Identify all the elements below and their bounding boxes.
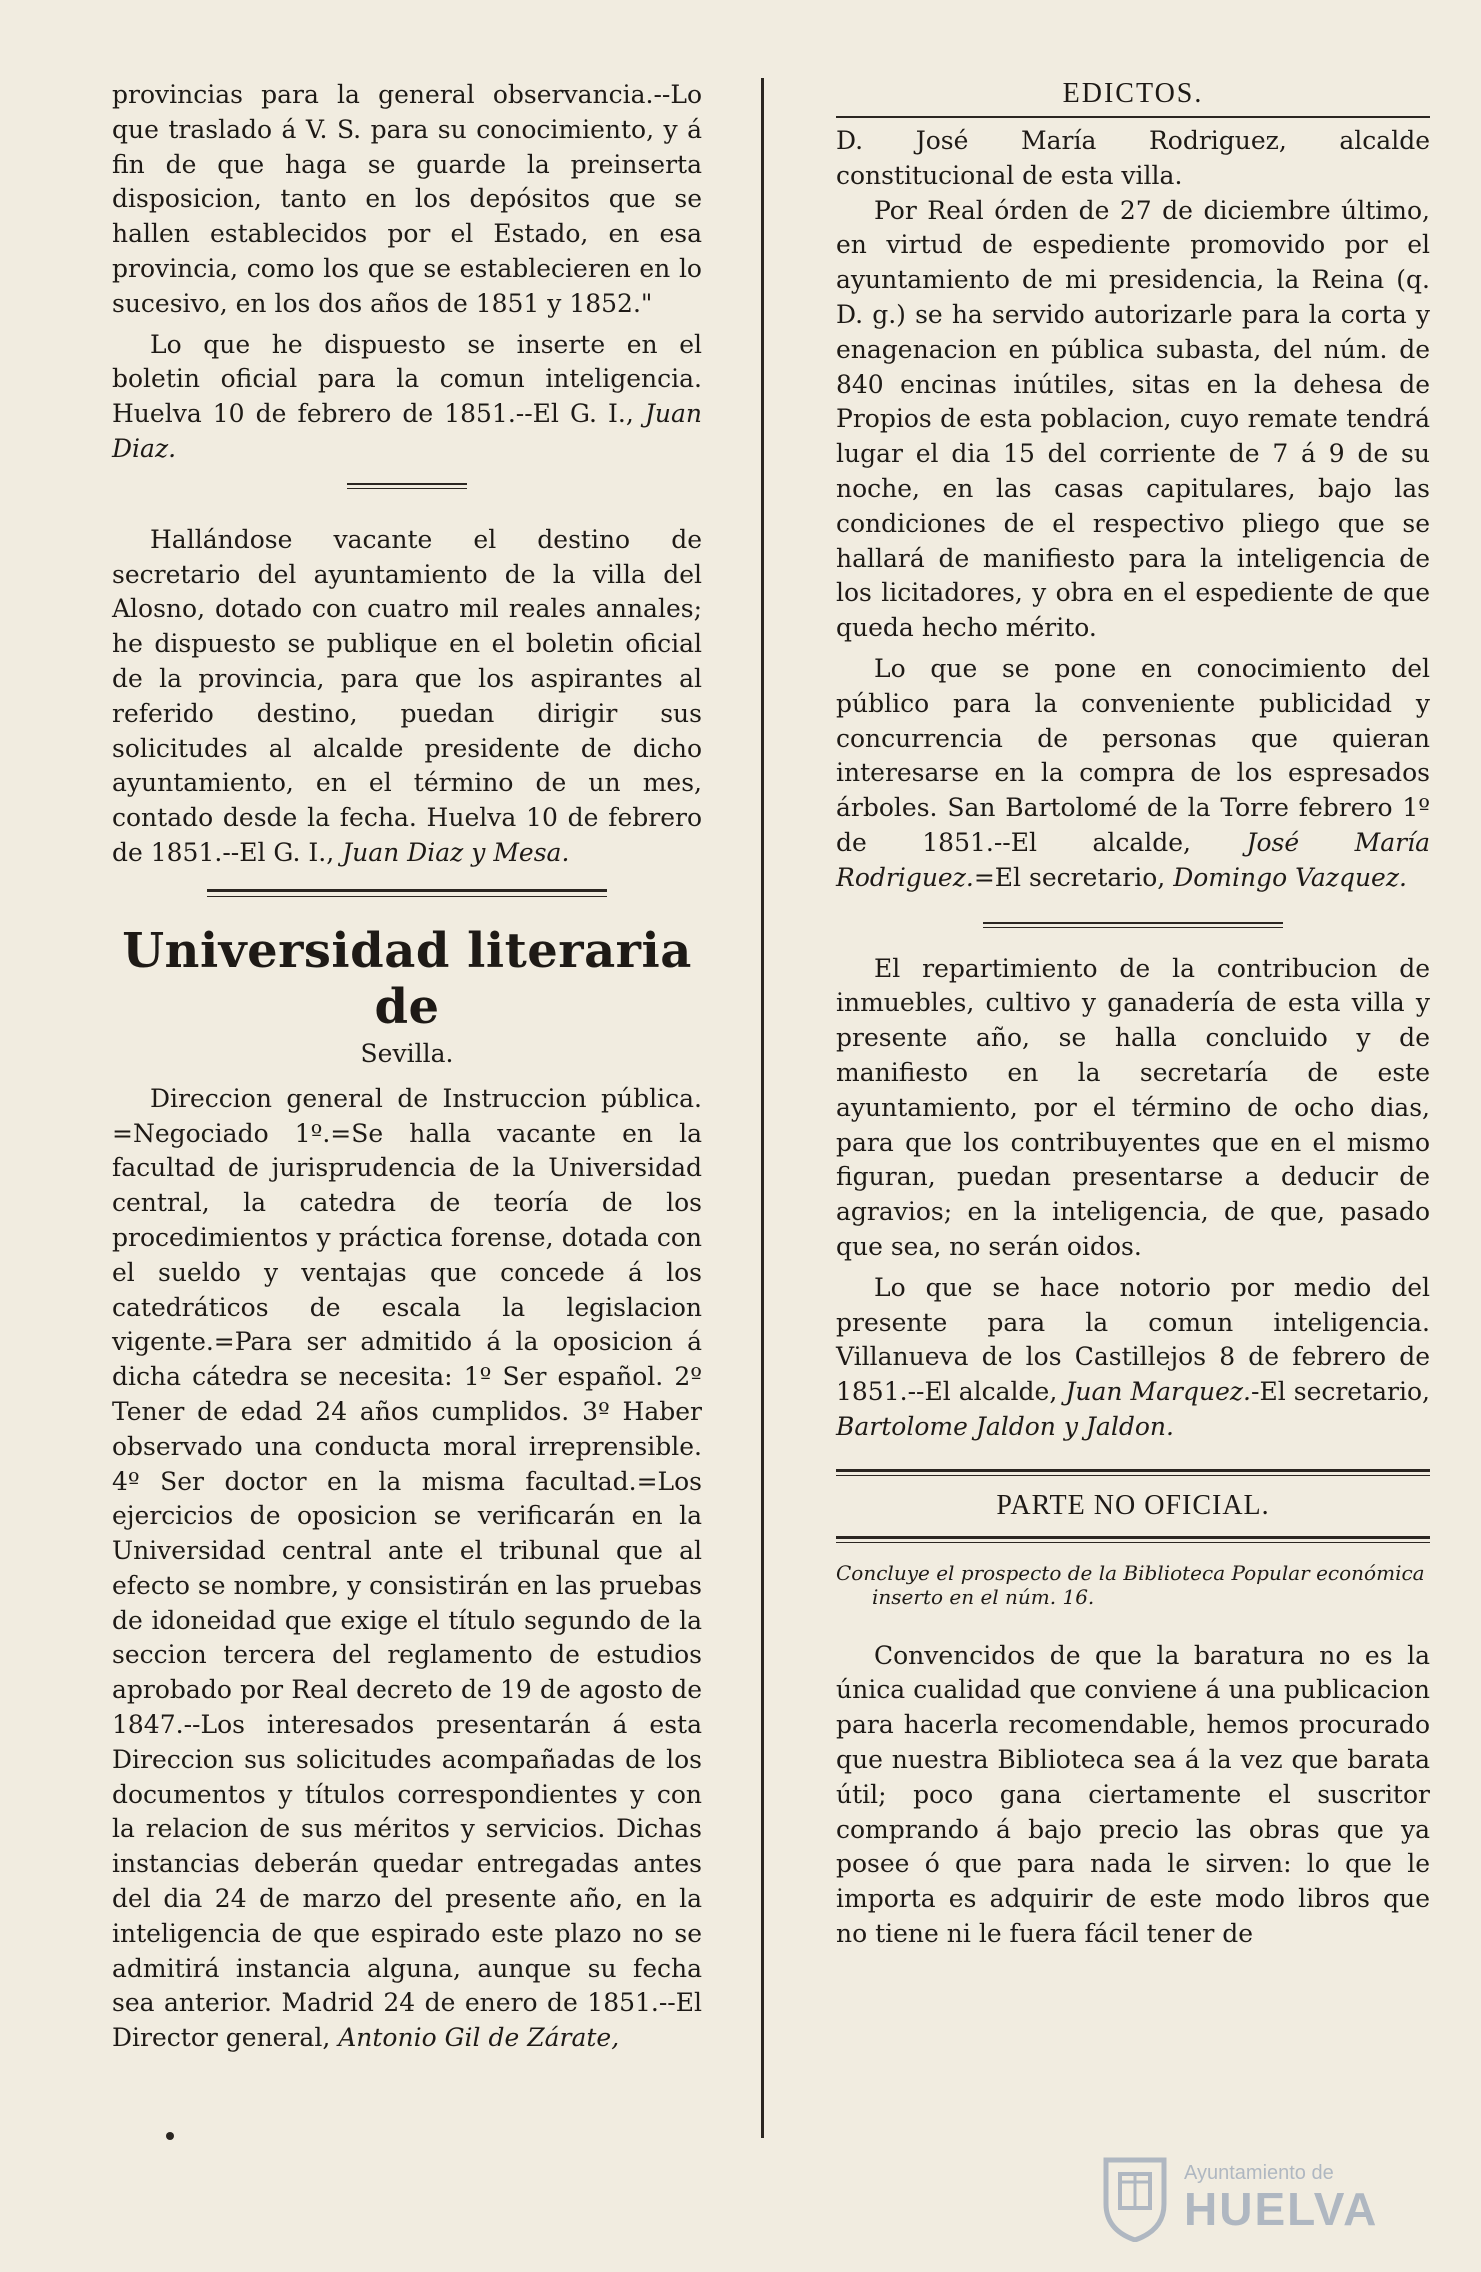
edict-2-body: El repartimiento de la contribucion de inmuebles, cultivo y ganadería de esta villa y presente año, se halla concluido y de manifiesto en la secretaría de este ayuntamiento, por el término de ocho dias, para que los contribuyentes que en el mismo figuran, puedan presentarse a deducir de agravios; en la inteligencia, de que, pasado que sea, no serán oidos. [836,953,1430,1261]
edict-separator [983,922,1283,928]
edict-2-closing-text: Lo que se hace notorio por medio del presente para la comun inteligencia. Villanueva de los Castillejos 8 de febrero de 1851.--El alcalde, [836,1272,1430,1407]
left-paragraph-3 [112,523,702,871]
section-divider [207,889,607,897]
left-paragraph-4-text: Direccion general de Instruccion pública. =Negociado 1º.=Se halla vacante en la facultad de jurisprudencia de la Universidad central, la catedra de teoría de los procedimientos y práctica forense, dotada con el sueldo y ventajas que concede á los catedráticos de escala la legislacion vigente.=Para ser admitido á la oposicion á dicha cátedra se necesita: 1º Ser español. 2º Tener de edad 24 años cumplidos. 3º Haber observado una conducta moral irreprensible. 4º Ser doctor en la misma facultad.=Los ejercicios de oposicion se verificarán en la Universidad central ante el tribunal que al efecto se nombre, y consistirán en las pruebas de idoneidad que exige el título segundo de la seccion tercera del reglamento de estudios aprobado por Real decreto de 19 de agosto de 1847.--Los interesados presentarán á esta Direccion sus solicitudes acompañadas de los documentos y títulos correspondientes y con la relacion de sus méritos y servicios. Dichas instancias deberán quedar entregadas antes del dia 24 de marzo del presente año, en la inteligencia de que espirado este plazo no se admitirá instancia alguna, aunque su fecha sea anterior. Madrid 24 de enero de 1851.--El Director general, [112,1083,702,2053]
edict-1-closing-mid: =El secretario, [973,862,1166,892]
left-paragraph-2-signature: Juan Diaz. [112,399,703,463]
left-paragraph-4-signature: Antonio Gil de Zárate, [338,2023,620,2053]
edict-2-signature-alcalde: Juan Marquez. [1065,1377,1251,1407]
parte-rule-top [836,1469,1430,1476]
watermark-line-1: Ayuntamiento de [1184,2161,1334,2184]
left-paragraph-2 [112,328,702,467]
prospecto-note [836,1561,1430,1609]
parte-rule-bottom [836,1536,1430,1543]
university-heading: Universidad literaria de [122,922,692,1035]
edict-1-heading: D. José María Rodriguez, alcalde constitucional de esta villa. [836,126,1430,190]
left-paragraph-4 [112,1082,702,2056]
parte-paragraph: Convencidos de que la baratura no es la única cualidad que conviene á una publicacion para hacerla recomendable, hemos procurado que nuestra Biblioteca sea á la vez que barata útil; poco gana ciertamente el suscritor comprando á bajo precio las obras que ya posee ó que para nada le sirven: lo que le importa es adquirir de este modo libros que no tiene ni le fuera fácil tener de [836,1640,1430,1949]
column-divider [761,78,764,2138]
parte-no-oficial-section [836,1469,1430,1952]
edict-1-body: Por Real órden de 27 de diciembre último, en virtud de espediente promovido por el ayuntamiento de mi presidencia, la Reina (q. D. g.) se ha servido autorizarle para la corta y enagenacion en pública subasta, del núm. de 840 encinas inútiles, sitas en la dehesa de Propios de esta poblacion, cuyo remate tendrá lugar el dia 15 del corriente de 7 á 9 de su noche, en las casas capitulares, bajo las condiciones de el respectivo pliego que se hallará de manifiesto para la inteligencia de los licitadores, y obra en el espediente de que queda hecho mérito. [836,195,1430,643]
ayuntamiento-watermark [1100,2142,1420,2252]
edictos-heading: EDICTOS. [1062,78,1204,109]
edict-1-signature-alcalde: José María Rodriguez. [836,827,1431,892]
parte-no-oficial-heading: PARTE NO OFICIAL. [996,1489,1270,1521]
left-paragraph-2-text: Lo que he dispuesto se inserte en el boletin oficial para la comun inteligencia. Huelva 10 de febrero de 1851.--El G. I., [112,329,702,429]
left-paragraph-1: provincias para la general observancia.--Lo que traslado á V. S. para su conocimiento, y á fin de que haga se guarde la preinserta disposicion, tanto en los depósitos que se hallen establecidos por el Estado, en esa provincia, como los que se establecieren en lo sucesivo, en los dos años de 1851 y 1852." [112,80,702,318]
crest-icon [1100,2152,1170,2242]
edict-1-closing [836,652,1430,896]
edict-1-signature-secretario: Domingo Vazquez. [1173,862,1407,892]
edict-2-signature-secretario: Bartolome Jaldon y Jaldon. [836,1411,1174,1441]
short-divider [347,483,467,489]
prospecto-note-line-2: inserto en el núm. 16. [872,1584,1095,1609]
edict-2-closing-mid: -El secretario, [1251,1377,1430,1407]
page-dot [166,2132,174,2140]
university-subheading: Sevilla. [360,1038,454,1068]
watermark-line-2: HUELVA [1184,2182,1379,2235]
watermark-text [1184,2162,1378,2233]
left-paragraph-3-signature: Juan Diaz y Mesa. [342,837,570,867]
edictos-rule [836,116,1430,118]
left-paragraph-3-text: Hallándose vacante el destino de secretario del ayuntamiento de la villa del Alosno, dotado con cuatro mil reales annales; he dispuesto se publique en el boletin oficial de la provincia, para que los aspirantes al referido destino, puedan dirigir sus solicitudes al alcalde presidente de dicho ayuntamiento, en el término de un mes, contado desde la fecha. Huelva 10 de febrero de 1851.--El G. I., [112,524,702,867]
edict-2-closing [836,1271,1430,1445]
left-column [112,78,702,2056]
prospecto-note-line-1: Concluye el prospecto de la Biblioteca Popular económica [836,1560,1425,1585]
edict-1-closing-text: Lo que se pone en conocimiento del público para la conveniente publicidad y concurrencia de personas que quieran interesarse en la compra de los espresados árboles. San Bartolomé de la Torre febrero 1º de 1851.--El alcalde, [836,653,1430,857]
right-column [836,78,1430,1952]
